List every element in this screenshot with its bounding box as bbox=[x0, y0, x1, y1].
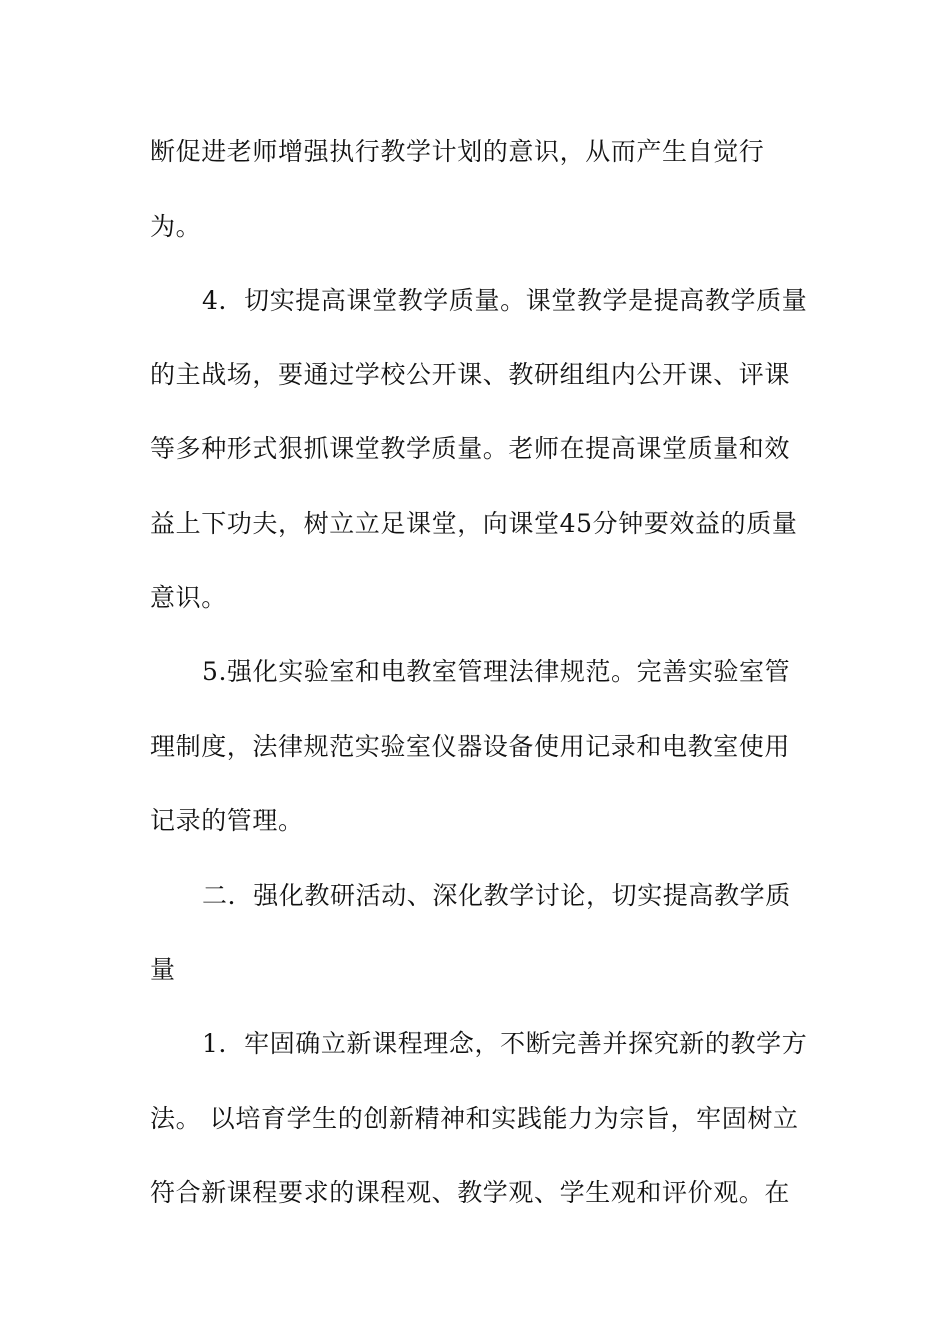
section-heading-line: 二．强化教研活动、深化教学讨论，切实提高教学质 bbox=[202, 881, 791, 910]
text-line: 符合新课程要求的课程观、教学观、学生观和评价观。在 bbox=[150, 1178, 791, 1207]
text-line: 益上下功夫，树立立足课堂，向课堂45分钟要效益的质量 bbox=[150, 509, 798, 538]
paragraph-start-line: 1．牢固确立新课程理念，不断完善并探究新的教学方 bbox=[202, 1029, 808, 1058]
text-line: 记录的管理。 bbox=[150, 806, 304, 835]
text-line: 意识。 bbox=[150, 583, 227, 612]
text-line: 断促进老师增强执行教学计划的意识，从而产生自觉行 bbox=[150, 137, 765, 166]
paragraph-start-line: 4．切实提高课堂教学质量。课堂教学是提高教学质量 bbox=[202, 286, 808, 315]
text-line: 的主战场，要通过学校公开课、教研组组内公开课、评课 bbox=[150, 360, 791, 389]
text-line: 理制度，法律规范实验室仪器设备使用记录和电教室使用 bbox=[150, 732, 791, 761]
text-line: 等多种形式狠抓课堂教学质量。老师在提高课堂质量和效 bbox=[150, 434, 791, 463]
text-line: 法。 以培育学生的创新精神和实践能力为宗旨，牢固树立 bbox=[150, 1104, 799, 1133]
text-line: 为。 bbox=[150, 212, 202, 241]
section-heading-line: 量 bbox=[150, 955, 176, 984]
paragraph-start-line: 5.强化实验室和电教室管理法律规范。完善实验室管 bbox=[202, 657, 791, 686]
